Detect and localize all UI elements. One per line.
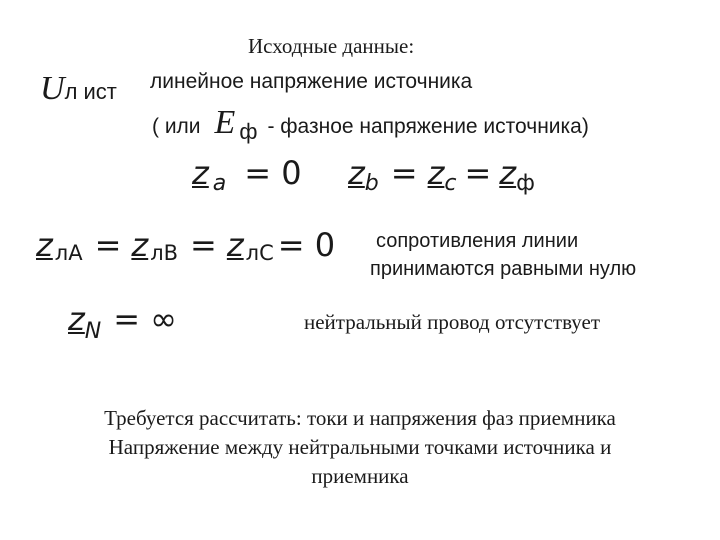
neutral-impedance-equation bbox=[68, 300, 177, 344]
line-voltage-description: линейное напряжение источника bbox=[150, 70, 473, 93]
zc-subscript: c bbox=[444, 171, 457, 196]
neutral-note: нейтральный провод отсутствует bbox=[304, 310, 601, 334]
e-subscript: ф bbox=[239, 119, 258, 144]
load-symmetry-equation bbox=[348, 154, 535, 196]
e-symbol: E bbox=[214, 104, 236, 141]
equals-sign: = bbox=[190, 226, 217, 264]
required-line-2: Напряжение между нейтральными точками источника и bbox=[108, 435, 612, 459]
phase-voltage-line bbox=[152, 104, 589, 142]
phase-voltage-description: - фазное напряжение источника) bbox=[267, 115, 589, 138]
load-za-equation bbox=[192, 154, 302, 196]
zn-z: z bbox=[68, 300, 85, 338]
zla-z: z bbox=[36, 226, 53, 264]
zlc-z: z bbox=[226, 226, 244, 264]
u-symbol: U bbox=[40, 70, 65, 107]
zb-z: z bbox=[348, 154, 365, 192]
zf-subscript: ф bbox=[516, 171, 535, 196]
or-text: ( или bbox=[152, 115, 201, 138]
required-line-3: приемника bbox=[311, 464, 409, 488]
zlc-subscript: лC bbox=[245, 241, 274, 265]
required-line-1: Требуется рассчитать: токи и напряжения фаз приемника bbox=[104, 406, 616, 430]
equals-sign: = bbox=[94, 226, 122, 264]
za-equals: = 0 bbox=[244, 154, 302, 192]
line-impedance-note-1: сопротивления линии bbox=[376, 230, 579, 252]
zlb-subscript: лB bbox=[150, 241, 179, 265]
zb-subscript: b bbox=[364, 171, 379, 196]
page-title: Исходные данные: bbox=[248, 34, 415, 58]
zf-z: z bbox=[499, 154, 517, 192]
za-z: z bbox=[192, 154, 209, 192]
equals-zero: = 0 bbox=[277, 226, 336, 264]
equals-infinity: = ∞ bbox=[113, 300, 177, 338]
zc-z: z bbox=[427, 154, 445, 192]
za-subscript: a bbox=[212, 171, 227, 196]
source-voltage-symbol bbox=[40, 70, 117, 108]
line-impedance-note-2: принимаются равными нулю bbox=[370, 258, 637, 280]
equals-sign: = bbox=[390, 154, 418, 192]
zla-subscript: лA bbox=[54, 241, 83, 265]
equals-sign: = bbox=[464, 154, 492, 192]
zlb-z: z bbox=[131, 226, 149, 264]
zn-subscript: N bbox=[84, 319, 102, 344]
u-subscript: л ист bbox=[64, 79, 117, 104]
line-impedance-equation bbox=[36, 226, 335, 264]
